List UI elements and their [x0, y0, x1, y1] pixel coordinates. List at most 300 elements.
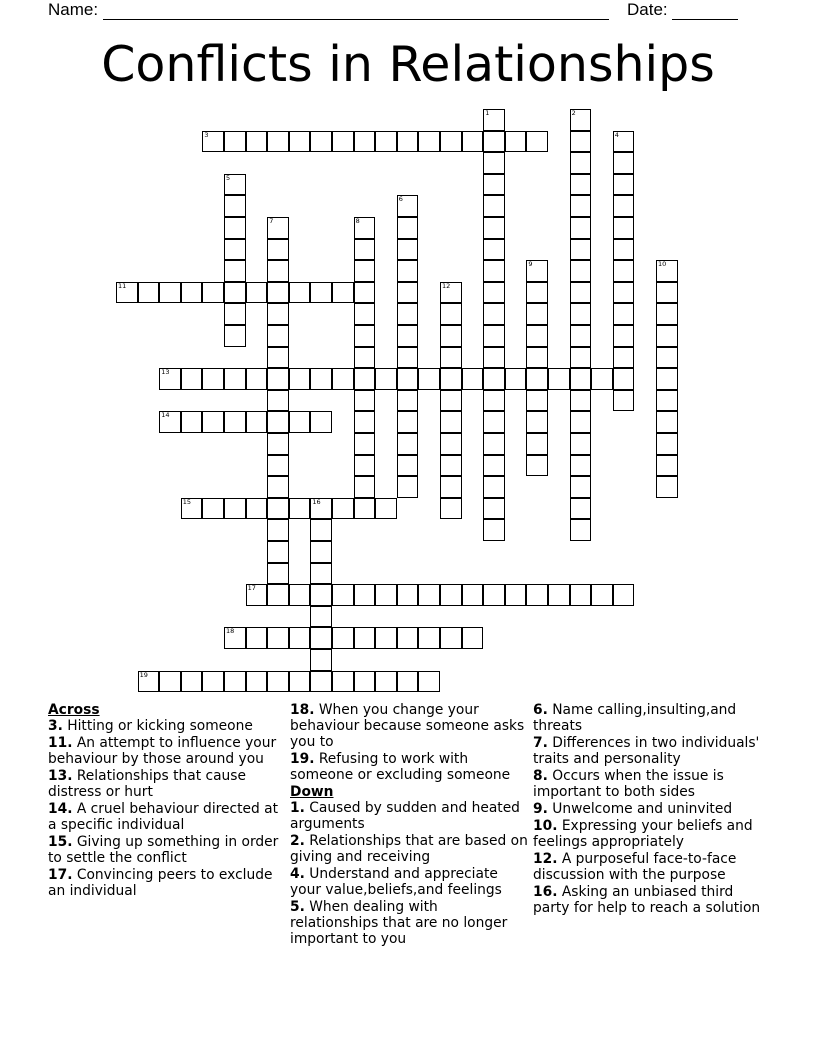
- crossword-cell[interactable]: [310, 671, 332, 693]
- crossword-cell[interactable]: [483, 239, 505, 261]
- crossword-cell[interactable]: [267, 411, 289, 433]
- crossword-cell[interactable]: [138, 671, 160, 693]
- clue-text: An attempt to influence your behaviour by those around you: [48, 735, 277, 767]
- crossword-cell[interactable]: [267, 498, 289, 520]
- down-clue: [533, 702, 767, 734]
- crossword-cell[interactable]: [526, 455, 548, 477]
- crossword-cell[interactable]: [483, 109, 505, 131]
- crossword-cell[interactable]: [505, 584, 527, 606]
- across-clue-list: [48, 718, 284, 899]
- crossword-cell[interactable]: [267, 455, 289, 477]
- crossword-cell[interactable]: [570, 433, 592, 455]
- crossword-cell[interactable]: [483, 390, 505, 412]
- crossword-cell[interactable]: [289, 584, 311, 606]
- crossword-cell[interactable]: [526, 347, 548, 369]
- crossword-cell[interactable]: [656, 368, 678, 390]
- crossword-cell[interactable]: [289, 411, 311, 433]
- crossword-cell[interactable]: [613, 174, 635, 196]
- crossword-cell[interactable]: [267, 217, 289, 239]
- crossword-cell[interactable]: [397, 325, 419, 347]
- clues-column-3: [533, 702, 767, 917]
- crossword-cell[interactable]: [332, 131, 354, 153]
- crossword-cell[interactable]: [159, 671, 181, 693]
- clues-column-2: [290, 702, 528, 948]
- crossword-cell[interactable]: [397, 282, 419, 304]
- clue-number: 6: [398, 195, 403, 204]
- crossword-cell[interactable]: [505, 368, 527, 390]
- down-clue: [290, 899, 528, 947]
- crossword-cell[interactable]: [613, 260, 635, 282]
- clue-number-label: 1.: [290, 800, 305, 816]
- crossword-cell[interactable]: [483, 584, 505, 606]
- clue-text: Expressing your beliefs and feelings appropriately: [533, 818, 753, 850]
- clue-text: A purposeful face-to-face discussion with the purpose: [533, 851, 737, 883]
- crossword-cell[interactable]: [159, 411, 181, 433]
- crossword-cell[interactable]: [246, 627, 268, 649]
- crossword-cell[interactable]: [224, 282, 246, 304]
- crossword-cell[interactable]: [267, 260, 289, 282]
- clue-text: Convincing peers to exclude an individual: [48, 867, 273, 899]
- crossword-cell[interactable]: [397, 303, 419, 325]
- crossword-cell[interactable]: [397, 627, 419, 649]
- down-clue: [533, 801, 767, 817]
- clue-number: 7: [269, 217, 274, 225]
- crossword-cell[interactable]: [354, 368, 376, 390]
- crossword-cell[interactable]: [267, 325, 289, 347]
- crossword-cell[interactable]: [526, 433, 548, 455]
- crossword-cell[interactable]: [440, 368, 462, 390]
- crossword-cell[interactable]: [613, 195, 635, 217]
- clue-text: Relationships that are based on giving and receiving: [290, 833, 528, 865]
- crossword-cell[interactable]: [613, 368, 635, 390]
- crossword-cell[interactable]: [202, 131, 224, 153]
- crossword-cell[interactable]: [440, 455, 462, 477]
- crossword-cell[interactable]: [246, 671, 268, 693]
- crossword-cell[interactable]: [354, 239, 376, 261]
- crossword-cell[interactable]: [656, 260, 678, 282]
- crossword-cell[interactable]: [354, 498, 376, 520]
- crossword-cell[interactable]: [289, 627, 311, 649]
- crossword-cell[interactable]: [483, 152, 505, 174]
- crossword-cell[interactable]: [397, 131, 419, 153]
- crossword-cell[interactable]: [224, 260, 246, 282]
- crossword-cell[interactable]: [570, 476, 592, 498]
- crossword-cell[interactable]: [483, 303, 505, 325]
- crossword-cell[interactable]: [246, 498, 268, 520]
- crossword-cell[interactable]: [440, 390, 462, 412]
- crossword-cell[interactable]: [354, 260, 376, 282]
- clue-number: 16: [312, 497, 321, 506]
- crossword-cell[interactable]: [418, 368, 440, 390]
- crossword-cell[interactable]: [397, 455, 419, 477]
- crossword-cell[interactable]: [267, 563, 289, 585]
- clue-number: 14: [161, 411, 170, 420]
- crossword-cell[interactable]: [483, 195, 505, 217]
- crossword-cell[interactable]: [462, 627, 484, 649]
- crossword-cell[interactable]: [310, 563, 332, 585]
- crossword-cell[interactable]: [246, 282, 268, 304]
- crossword-cell[interactable]: [483, 411, 505, 433]
- crossword-cell[interactable]: [570, 239, 592, 261]
- clue-number-label: 17.: [48, 867, 73, 883]
- crossword-cell[interactable]: [570, 152, 592, 174]
- crossword-cell[interactable]: [591, 584, 613, 606]
- crossword-cell[interactable]: [332, 498, 354, 520]
- crossword-cell[interactable]: [267, 476, 289, 498]
- crossword-cell[interactable]: [570, 131, 592, 153]
- crossword-cell[interactable]: [548, 584, 570, 606]
- crossword-cell[interactable]: [267, 347, 289, 369]
- crossword-cell[interactable]: [440, 325, 462, 347]
- crossword-cell[interactable]: [462, 584, 484, 606]
- crossword-cell[interactable]: [224, 671, 246, 693]
- crossword-cell[interactable]: [440, 282, 462, 304]
- crossword-cell[interactable]: [483, 368, 505, 390]
- clue-number-label: 5.: [290, 899, 305, 915]
- crossword-cell[interactable]: [397, 390, 419, 412]
- crossword-cell[interactable]: [310, 519, 332, 541]
- crossword-cell[interactable]: [397, 671, 419, 693]
- crossword-cell[interactable]: [440, 347, 462, 369]
- clue-number-label: 15.: [48, 834, 73, 850]
- crossword-cell[interactable]: [224, 217, 246, 239]
- clue-number-label: 14.: [48, 801, 73, 817]
- crossword-cell[interactable]: [310, 368, 332, 390]
- crossword-cell[interactable]: [332, 368, 354, 390]
- crossword-cell[interactable]: [526, 584, 548, 606]
- crossword-cell[interactable]: [267, 584, 289, 606]
- crossword-cell[interactable]: [246, 411, 268, 433]
- crossword-cell[interactable]: [267, 671, 289, 693]
- crossword-cell[interactable]: [224, 325, 246, 347]
- crossword-cell[interactable]: [418, 131, 440, 153]
- crossword-cell[interactable]: [570, 519, 592, 541]
- crossword-cell[interactable]: [656, 455, 678, 477]
- crossword-cell[interactable]: [548, 368, 570, 390]
- crossword-cell[interactable]: [613, 390, 635, 412]
- crossword-cell[interactable]: [526, 303, 548, 325]
- across-clue: [48, 801, 284, 833]
- crossword-cell[interactable]: [613, 325, 635, 347]
- crossword-cell[interactable]: [397, 368, 419, 390]
- crossword-cell[interactable]: [483, 519, 505, 541]
- crossword-cell[interactable]: [246, 368, 268, 390]
- crossword-cell[interactable]: [526, 368, 548, 390]
- crossword-cell[interactable]: [483, 217, 505, 239]
- crossword-cell[interactable]: [526, 131, 548, 153]
- crossword-cell[interactable]: [570, 325, 592, 347]
- crossword-cell[interactable]: [570, 411, 592, 433]
- crossword-cell[interactable]: [332, 671, 354, 693]
- crossword-cell[interactable]: [375, 671, 397, 693]
- down-clue: [290, 866, 528, 898]
- clue-number-label: 16.: [533, 884, 558, 900]
- crossword-cell[interactable]: [397, 260, 419, 282]
- crossword-cell[interactable]: [656, 282, 678, 304]
- crossword-cell[interactable]: [483, 455, 505, 477]
- crossword-cell[interactable]: [440, 131, 462, 153]
- crossword-cell[interactable]: [483, 433, 505, 455]
- across-clue: [290, 751, 528, 783]
- crossword-cell[interactable]: [613, 239, 635, 261]
- crossword-cell[interactable]: [570, 282, 592, 304]
- crossword-cell[interactable]: [354, 347, 376, 369]
- crossword-cell[interactable]: [332, 282, 354, 304]
- crossword-cell[interactable]: [202, 368, 224, 390]
- crossword-cell[interactable]: [354, 282, 376, 304]
- crossword-cell[interactable]: [246, 584, 268, 606]
- crossword-cell[interactable]: [570, 347, 592, 369]
- crossword-cell[interactable]: [570, 390, 592, 412]
- crossword-cell[interactable]: [591, 368, 613, 390]
- crossword-cell[interactable]: [483, 347, 505, 369]
- down-clue: [533, 735, 767, 767]
- crossword-cell[interactable]: [310, 606, 332, 628]
- crossword-cell[interactable]: [656, 411, 678, 433]
- clue-text: When you change your behaviour because someone asks you to: [290, 702, 525, 750]
- crossword-cell[interactable]: [375, 368, 397, 390]
- crossword-cell[interactable]: [570, 260, 592, 282]
- crossword-cell[interactable]: [267, 519, 289, 541]
- crossword-cell[interactable]: [483, 260, 505, 282]
- crossword-cell[interactable]: [613, 152, 635, 174]
- crossword-cell[interactable]: [505, 131, 527, 153]
- name-label-text: Name:: [48, 0, 99, 19]
- crossword-cell[interactable]: [483, 282, 505, 304]
- crossword-cell[interactable]: [289, 131, 311, 153]
- clue-number-label: 8.: [533, 768, 548, 784]
- crossword-cell[interactable]: [375, 584, 397, 606]
- crossword-cell[interactable]: [354, 584, 376, 606]
- crossword-cell[interactable]: [613, 217, 635, 239]
- crossword-cell[interactable]: [397, 195, 419, 217]
- crossword-cell[interactable]: [397, 584, 419, 606]
- crossword-cell[interactable]: [570, 498, 592, 520]
- crossword-cell[interactable]: [397, 217, 419, 239]
- crossword-cell[interactable]: [570, 109, 592, 131]
- crossword-cell[interactable]: [289, 282, 311, 304]
- crossword-cell[interactable]: [310, 627, 332, 649]
- down-clue: [533, 884, 767, 916]
- crossword-cell[interactable]: [656, 476, 678, 498]
- crossword-cell[interactable]: [526, 411, 548, 433]
- crossword-cell[interactable]: [354, 455, 376, 477]
- crossword-cell[interactable]: [354, 390, 376, 412]
- clue-number: 1: [485, 109, 490, 117]
- clue-text: Giving up something in order to settle the conflict: [48, 834, 279, 866]
- crossword-cell[interactable]: [224, 627, 246, 649]
- crossword-cell[interactable]: [440, 584, 462, 606]
- crossword-cell[interactable]: [613, 584, 635, 606]
- crossword-cell[interactable]: [354, 303, 376, 325]
- crossword-cell[interactable]: [224, 303, 246, 325]
- crossword-cell[interactable]: [310, 584, 332, 606]
- crossword-cell[interactable]: [116, 282, 138, 304]
- clue-text: When dealing with relationships that are no longer important to you: [290, 899, 508, 947]
- clue-number-label: 10.: [533, 818, 558, 834]
- crossword-cell[interactable]: [418, 671, 440, 693]
- crossword-cell[interactable]: [570, 174, 592, 196]
- clue-number: 11: [118, 281, 127, 290]
- crossword-cell[interactable]: [224, 174, 246, 196]
- crossword-cell[interactable]: [310, 498, 332, 520]
- crossword-cell[interactable]: [181, 498, 203, 520]
- crossword-cell[interactable]: [570, 217, 592, 239]
- clue-text: Hitting or kicking someone: [62, 718, 253, 734]
- crossword-cell[interactable]: [289, 498, 311, 520]
- clue-number-label: 18.: [290, 702, 315, 718]
- crossword-cell[interactable]: [202, 498, 224, 520]
- down-clue: [533, 818, 767, 850]
- down-clue: [533, 768, 767, 800]
- crossword-cell[interactable]: [397, 411, 419, 433]
- clue-number-label: 6.: [533, 702, 548, 718]
- crossword-cell[interactable]: [656, 347, 678, 369]
- clue-number: 18: [226, 627, 235, 636]
- crossword-cell[interactable]: [354, 217, 376, 239]
- across-clue: [48, 735, 284, 767]
- crossword-cell[interactable]: [310, 411, 332, 433]
- crossword-cell[interactable]: [440, 411, 462, 433]
- crossword-cell[interactable]: [159, 282, 181, 304]
- crossword-cell[interactable]: [289, 368, 311, 390]
- crossword-cell[interactable]: [267, 433, 289, 455]
- crossword-cell[interactable]: [397, 347, 419, 369]
- crossword-cell[interactable]: [418, 584, 440, 606]
- crossword-cell[interactable]: [375, 131, 397, 153]
- clue-number: 19: [139, 670, 148, 679]
- crossword-cell[interactable]: [656, 325, 678, 347]
- crossword-cell[interactable]: [310, 541, 332, 563]
- crossword-cell[interactable]: [440, 303, 462, 325]
- crossword-cell[interactable]: [267, 131, 289, 153]
- crossword-cell[interactable]: [613, 347, 635, 369]
- clue-number: 13: [161, 368, 170, 377]
- across-clue: [48, 718, 284, 734]
- crossword-cell[interactable]: [440, 476, 462, 498]
- crossword-cell[interactable]: [267, 282, 289, 304]
- clue-number: 17: [247, 584, 256, 593]
- crossword-cell[interactable]: [224, 239, 246, 261]
- crossword-cell[interactable]: [375, 498, 397, 520]
- clue-number-label: 13.: [48, 768, 73, 784]
- crossword-cell[interactable]: [354, 131, 376, 153]
- crossword-cell[interactable]: [332, 584, 354, 606]
- crossword-cell[interactable]: [613, 282, 635, 304]
- crossword-cell[interactable]: [483, 174, 505, 196]
- clue-text: Asking an unbiased third party for help to reach a solution: [533, 884, 761, 916]
- crossword-cell[interactable]: [267, 390, 289, 412]
- page-title: Conflicts in Relationships: [101, 36, 715, 93]
- clue-text: Caused by sudden and heated arguments: [290, 800, 520, 832]
- crossword-cell[interactable]: [483, 325, 505, 347]
- crossword-cell[interactable]: [224, 195, 246, 217]
- crossword-cell[interactable]: [224, 368, 246, 390]
- down-clue: [290, 800, 528, 832]
- crossword-cell[interactable]: [181, 282, 203, 304]
- crossword-cell[interactable]: [354, 433, 376, 455]
- crossword-cell[interactable]: [267, 627, 289, 649]
- clue-number-label: 9.: [533, 801, 548, 817]
- crossword-cell[interactable]: [613, 131, 635, 153]
- down-heading: Down: [290, 784, 334, 800]
- crossword-cell[interactable]: [310, 282, 332, 304]
- crossword-cell[interactable]: [483, 498, 505, 520]
- crossword-cell[interactable]: [354, 627, 376, 649]
- crossword-cell[interactable]: [332, 627, 354, 649]
- crossword-cell[interactable]: [202, 411, 224, 433]
- crossword-cell[interactable]: [202, 671, 224, 693]
- crossword-cell[interactable]: [267, 541, 289, 563]
- crossword-cell[interactable]: [656, 390, 678, 412]
- crossword-cell[interactable]: [462, 131, 484, 153]
- crossword-cell[interactable]: [224, 131, 246, 153]
- crossword-cell[interactable]: [354, 671, 376, 693]
- crossword-cell[interactable]: [526, 282, 548, 304]
- crossword-cell[interactable]: [526, 260, 548, 282]
- crossword-cell[interactable]: [267, 368, 289, 390]
- crossword-cell[interactable]: [246, 131, 268, 153]
- crossword-cell[interactable]: [483, 476, 505, 498]
- clue-number-label: 19.: [290, 751, 315, 767]
- crossword-cell[interactable]: [526, 390, 548, 412]
- crossword-cell[interactable]: [656, 303, 678, 325]
- crossword-cell[interactable]: [224, 498, 246, 520]
- crossword-cell[interactable]: [483, 131, 505, 153]
- crossword-cell[interactable]: [462, 368, 484, 390]
- crossword-cell[interactable]: [354, 476, 376, 498]
- crossword-cell[interactable]: [310, 131, 332, 153]
- crossword-cell[interactable]: [570, 303, 592, 325]
- crossword-cell[interactable]: [440, 433, 462, 455]
- crossword-cell[interactable]: [354, 325, 376, 347]
- clue-number: 8: [355, 217, 360, 225]
- crossword-cell[interactable]: [656, 433, 678, 455]
- down-clue: [290, 833, 528, 865]
- clue-number-label: 11.: [48, 735, 73, 751]
- crossword-cell[interactable]: [570, 455, 592, 477]
- crossword-cell[interactable]: [181, 411, 203, 433]
- crossword-cell[interactable]: [570, 195, 592, 217]
- crossword-cell[interactable]: [570, 584, 592, 606]
- crossword-cell[interactable]: [310, 649, 332, 671]
- crossword-cell[interactable]: [613, 303, 635, 325]
- crossword-cell[interactable]: [202, 282, 224, 304]
- crossword-cell[interactable]: [181, 671, 203, 693]
- clue-number: 3: [204, 130, 209, 139]
- clue-text: Refusing to work with someone or excluding someone: [290, 751, 511, 783]
- crossword-cell[interactable]: [354, 411, 376, 433]
- crossword-cell[interactable]: [224, 411, 246, 433]
- crossword-cell[interactable]: [397, 433, 419, 455]
- crossword-cell[interactable]: [375, 627, 397, 649]
- crossword-cell[interactable]: [267, 303, 289, 325]
- clue-number: 4: [614, 130, 619, 139]
- crossword-cell[interactable]: [181, 368, 203, 390]
- crossword-cell[interactable]: [397, 476, 419, 498]
- crossword-cell[interactable]: [440, 498, 462, 520]
- crossword-cell[interactable]: [570, 368, 592, 390]
- crossword-cell[interactable]: [440, 627, 462, 649]
- crossword-cell[interactable]: [418, 627, 440, 649]
- crossword-cell[interactable]: [397, 239, 419, 261]
- crossword-cell[interactable]: [138, 282, 160, 304]
- crossword-cell[interactable]: [159, 368, 181, 390]
- crossword-cell[interactable]: [289, 671, 311, 693]
- crossword-cell[interactable]: [526, 325, 548, 347]
- date-label-text: Date:: [627, 0, 668, 19]
- crossword-cell[interactable]: [267, 239, 289, 261]
